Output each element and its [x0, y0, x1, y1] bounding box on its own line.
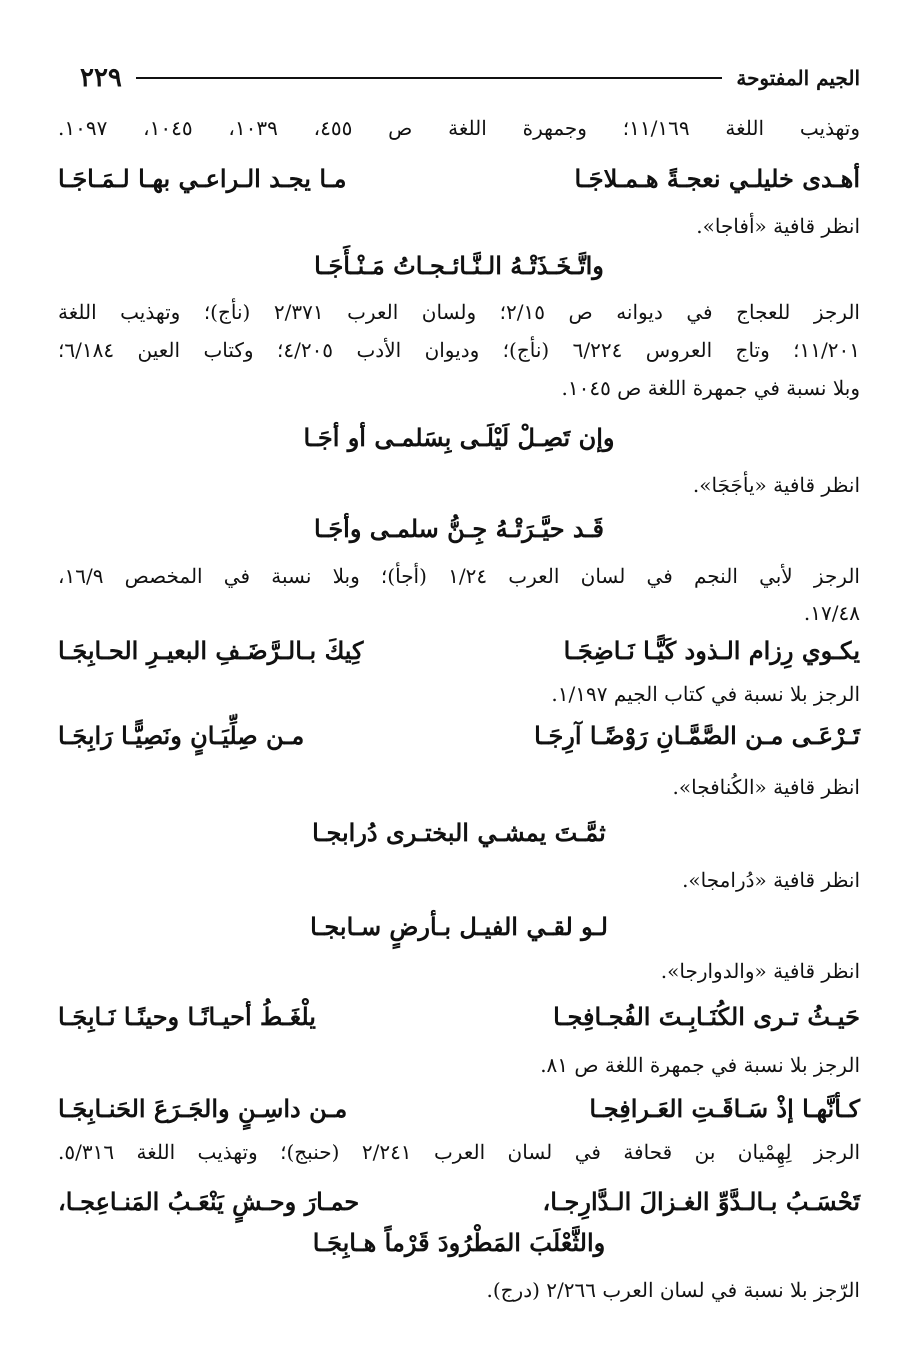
chapter-title: الجيم المفتوحة — [736, 66, 860, 90]
reference-note: انظر قافية «يأجَجَا». — [692, 473, 860, 497]
verse-hemistich-second: مـن داسِـنٍ والجَـرَعَ الحَنـابِجَـا — [58, 1094, 348, 1123]
reference-note: وتهذيب اللغة ١١/١٦٩؛ وجمهرة اللغة ص ٤٥٥، ١٠٣٩، ١٠٤٥، ١٠٩٧. — [58, 116, 861, 140]
verse-hemistich-first: تَـرْعَـى مـن الصَّمَّـانِ رَوْضًـا آرِجَـا — [534, 721, 860, 750]
verse-hemistich-second: يلْغَـطُ أحيـانًـا وحينًـا نَـابِجَـا — [58, 1002, 316, 1031]
reference-note: انظر قافية «الكُنافجا». — [672, 775, 860, 799]
reference-note: الرجز بلا نسبة في كتاب الجيم ١/١٩٧. — [551, 682, 860, 706]
verse-line: لـو لقـي الفيـل بـأرضٍ سـابجـا — [310, 912, 608, 941]
verse-hemistich-second: مـا يجـد الـراعـي بهـا لـمَـاجَـا — [58, 164, 347, 193]
verse-hemistich-first: كـأنَّهـا إذْ سَـاقَـتِ العَـرافِجـا — [589, 1094, 860, 1123]
reference-note: ١١/٢٠١؛ وتاج العروس ٦/٢٢٤ (نأج)؛ وديوان الأدب ٤/٢٠٥؛ وكتاب العين ٦/١٨٤؛ — [58, 338, 860, 362]
reference-note: انظر قافية «دُرامجا». — [682, 868, 860, 892]
verse-line — [58, 998, 860, 1036]
verse-line — [58, 1090, 860, 1128]
header-rule — [136, 77, 722, 79]
verse-hemistich-first: تَحْسَـبُ بـالـدَّوِّ الغـزالَ الـدَّارِجـا، — [542, 1187, 860, 1216]
verse-line: ثمَّـتَ يمشـي البختـرى دُرابجـا — [312, 818, 606, 847]
verse-line: واتَّـخَـذَتْـهُ الـنَّـائـجـاتُ مَـنْـأَجَـا — [314, 251, 604, 280]
reference-note: الرجز لِهِمْيان بن قحافة في لسان العرب ٢/٢٤١ (حنبج)؛ وتهذيب اللغة ٥/٣١٦. — [58, 1140, 860, 1164]
verse-line: قَـد حيَّـرَتْـهُ جِـنُّ سلمـى وأجَـا — [314, 514, 604, 543]
page-number: ٢٢٩ — [80, 63, 122, 93]
reference-note: الرجز للعجاج في ديوانه ص ٢/١٥؛ ولسان العرب ٢/٣٧١ (نأج)؛ وتهذيب اللغة — [58, 300, 860, 324]
reference-note: ١٧/٤٨. — [803, 601, 860, 625]
verse-hemistich-first: أهـدى خليلـي نعجـةً هـمـلاجَـا — [574, 164, 860, 193]
verse-hemistich-second: كِيكَ بـالـرَّضَـفِ البعيـرِ الحـابِجَـا — [58, 636, 364, 665]
verse-hemistich-first: يكـوي رِزام الـذود كَيًّـا نَـاضِجَـا — [563, 636, 860, 665]
verse-line — [58, 717, 860, 755]
running-header — [80, 58, 860, 98]
verse-hemistich-first: حَيـثُ تـرى الكُنَـابِـتَ الفُجـافِجـا — [553, 1002, 860, 1031]
reference-note: وبلا نسبة في جمهرة اللغة ص ١٠٤٥. — [561, 376, 860, 400]
verse-line: وإن تَصِـلْ لَيْلَـى بِسَلمـى أو أجَـا — [303, 423, 615, 452]
verse-line — [58, 632, 860, 670]
verse-line — [58, 1183, 860, 1221]
reference-note: الرجز لأبي النجم في لسان العرب ١/٢٤ (أجأ)؛ وبلا نسبة في المخصص ١٦/٩، — [58, 564, 860, 588]
reference-note: الرّجز بلا نسبة في لسان العرب ٢/٢٦٦ (درج). — [486, 1278, 860, 1302]
reference-note: انظر قافية «أفاجا». — [696, 214, 860, 238]
verse-line — [58, 160, 860, 198]
reference-note: الرجز بلا نسبة في جمهرة اللغة ص ٨١. — [540, 1053, 860, 1077]
reference-note: انظر قافية «والدوارجا». — [660, 959, 860, 983]
verse-hemistich-second: مـن صِلِّيَـانٍ ونَصِيًّـا رَابِجَـا — [58, 721, 305, 750]
verse-hemistich-second: حمـارَ وحـشٍ يَنْعَـبُ المَنـاعِجـا، — [58, 1187, 360, 1216]
verse-line: والثَّعْلَبَ المَطْرُودَ قَرْماً هـابِجَـا — [312, 1228, 606, 1257]
